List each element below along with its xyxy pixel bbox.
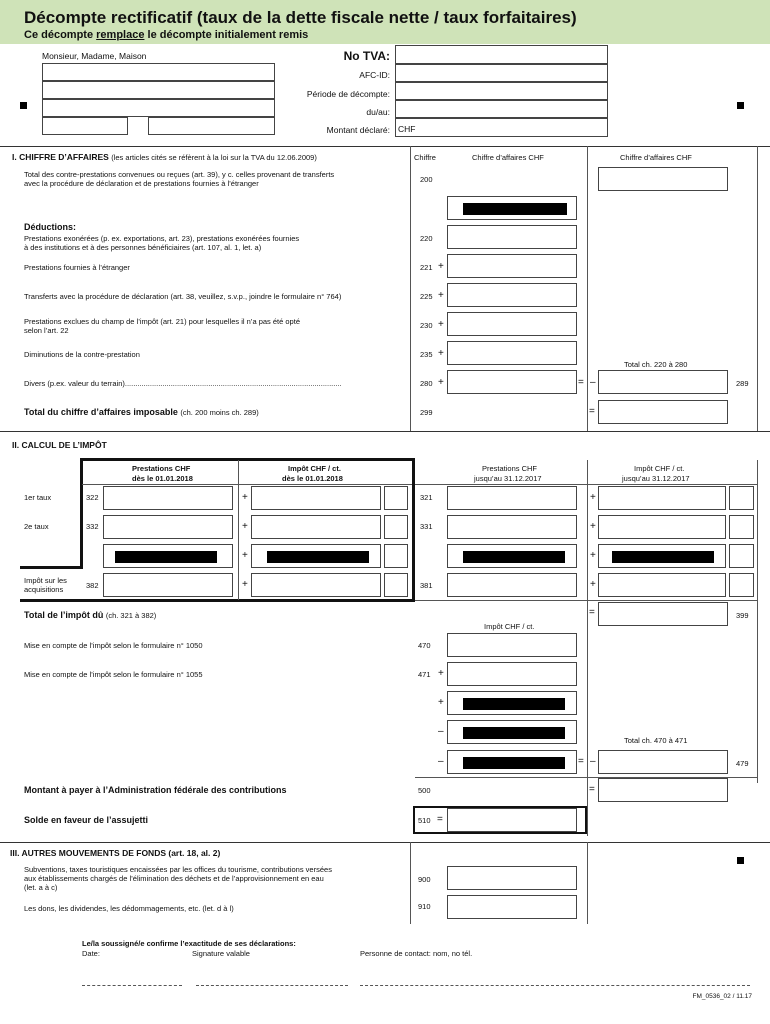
total-470-471-label: Total ch. 470 à 471	[624, 736, 688, 745]
redaction-block	[463, 727, 565, 739]
input-331[interactable]	[447, 515, 577, 539]
acq-label-2: acquisitions	[24, 585, 64, 594]
input-299[interactable]	[598, 400, 728, 424]
equal-289: =	[578, 377, 584, 388]
impot-ct-header: Impôt CHF / ct.	[484, 622, 535, 631]
row900-label-3: (let. a à c)	[24, 883, 58, 892]
input-381-ct[interactable]	[729, 573, 754, 597]
plus-381: +	[590, 579, 596, 590]
address-line-1[interactable]	[42, 63, 275, 81]
input-280[interactable]	[447, 370, 577, 394]
code-500: 500	[418, 786, 431, 795]
address-line-3[interactable]	[42, 99, 275, 117]
input-322-tax[interactable]	[251, 486, 381, 510]
new-rates-frame-left	[80, 458, 83, 568]
input-220[interactable]	[447, 225, 577, 249]
plus-redacted-1: +	[242, 550, 248, 561]
redaction-block	[612, 551, 714, 563]
code-382: 382	[86, 581, 99, 590]
row200-label-2: avec la procédure de déclaration et de prestations fournies à l’étranger	[24, 179, 259, 188]
input-399[interactable]	[598, 602, 728, 626]
input-200[interactable]	[598, 167, 728, 191]
redaction-block	[115, 551, 217, 563]
row900-label-1: Subventions, taxes touristiques encaissées par les offices du tourisme, contributions versées	[24, 865, 332, 874]
code-321: 321	[420, 493, 433, 502]
lower-right-border	[757, 600, 758, 783]
input-332-ct[interactable]	[384, 515, 408, 539]
code-230: 230	[420, 321, 433, 330]
plus-332: +	[242, 521, 248, 532]
row235-label: Diminutions de la contre-prestation	[24, 350, 140, 359]
section2-top-rule	[0, 431, 770, 432]
total-220-280-label: Total ch. 220 à 280	[624, 360, 688, 369]
afc-id-field[interactable]	[395, 64, 608, 82]
equal-510: =	[437, 814, 443, 825]
row280-label: Divers (p.ex. valeur du terrain)........................................................................................................	[24, 379, 342, 388]
row500-label: Montant à payer à l’Administration fédérale des contributions	[24, 785, 287, 795]
input-321-tax[interactable]	[598, 486, 726, 510]
code-399: 399	[736, 611, 749, 620]
signature-label: Signature valable	[192, 949, 250, 958]
code-280: 280	[420, 379, 433, 388]
section2-title: II. CALCUL DE L’IMPÔT	[12, 440, 107, 450]
row470-label: Mise en compte de l’impôt selon le formulaire n° 1050	[24, 641, 203, 650]
row910-label: Les dons, les dividendes, les dédommagements, etc. (let. d à l)	[24, 904, 234, 913]
confirm-text: Le/la soussigné/e confirme l’exactitude de ses déclarations:	[82, 939, 296, 948]
tva-label: No TVA:	[343, 49, 390, 63]
redaction-block	[267, 551, 369, 563]
contact-label: Personne de contact: nom, no tél.	[360, 949, 473, 958]
input-322[interactable]	[103, 486, 233, 510]
row471-label: Mise en compte de l’impôt selon le formulaire n° 1055	[24, 670, 203, 679]
input-225[interactable]	[447, 283, 577, 307]
input-230[interactable]	[447, 312, 577, 336]
input-289[interactable]	[598, 370, 728, 394]
equal-479: =	[578, 756, 584, 767]
equal-500: =	[589, 784, 595, 795]
afc-label: AFC-ID:	[359, 70, 390, 80]
declared-amount-field[interactable]	[395, 118, 608, 137]
plus-225: +	[438, 290, 444, 301]
total-rule	[415, 600, 757, 601]
old-rates-header-rule	[415, 484, 757, 485]
duau-label: du/au:	[366, 107, 390, 117]
plus-321: +	[590, 492, 596, 503]
col-chiffre-header: Chiffre	[414, 153, 436, 162]
input-382[interactable]	[103, 573, 233, 597]
signature-line[interactable]	[196, 985, 348, 986]
plus-471: +	[438, 668, 444, 679]
plus-331: +	[590, 521, 596, 532]
plus-235: +	[438, 348, 444, 359]
contact-line[interactable]	[360, 985, 750, 986]
section3-top-rule	[0, 842, 770, 843]
declared-amount-currency: CHF	[398, 124, 416, 134]
section1-top-rule	[0, 146, 770, 147]
plus-redacted-3: +	[590, 550, 596, 561]
section1-right-border	[757, 146, 758, 431]
row221-label: Prestations fournies à l’étranger	[24, 263, 130, 272]
input-471[interactable]	[447, 662, 577, 686]
minus-479: –	[590, 756, 596, 767]
registration-mark-right-2	[737, 857, 744, 864]
row220-label-2: à des institutions et à des personnes bénéficiaires (art. 107, al. 1, let. a)	[24, 243, 262, 252]
amount-label: Montant déclaré:	[326, 125, 390, 135]
new-rates-divider	[238, 460, 239, 600]
equal-399: =	[589, 607, 595, 618]
input-470[interactable]	[447, 633, 577, 657]
city-field[interactable]	[148, 117, 275, 135]
code-381: 381	[420, 581, 433, 590]
code-235: 235	[420, 350, 433, 359]
input-332[interactable]	[103, 515, 233, 539]
input-332-tax[interactable]	[251, 515, 381, 539]
input-382-tax[interactable]	[251, 573, 381, 597]
input-redacted-ct-2[interactable]	[729, 544, 754, 568]
code-220: 220	[420, 234, 433, 243]
address-line-2[interactable]	[42, 81, 275, 99]
row220-label-1: Prestations exonérées (p. ex. exportations, art. 23), prestations exonérées fournies	[24, 234, 300, 243]
salutation-label: Monsieur, Madame, Maison	[42, 51, 147, 61]
head-impot-new-2: dès le 01.01.2018	[282, 474, 343, 483]
head-impot-old-2: jusqu’au 31.12.2017	[622, 474, 690, 483]
head-prest-old-1: Prestations CHF	[482, 464, 538, 473]
code-471: 471	[418, 670, 431, 679]
minus-redacted-7: –	[438, 756, 444, 767]
row900-label-2: aux établissements chargés de l’élimination des déchets et de l’approvisionnement en eau	[24, 874, 324, 883]
taux1-label: 1er taux	[24, 493, 52, 502]
input-500[interactable]	[598, 778, 728, 802]
page-subtitle: Ce décompte remplace le décompte initialement remis	[24, 29, 309, 41]
plus-322: +	[242, 492, 248, 503]
row299-label: Total du chiffre d’affaires imposable (ch. 200 moins ch. 289)	[24, 407, 259, 417]
new-rates-frame-top	[80, 458, 415, 461]
new-rates-frame-bottom	[20, 599, 415, 602]
row510-label: Solde en faveur de l’assujetti	[24, 815, 149, 825]
section1-col-divider-2	[587, 146, 588, 431]
redaction-block	[463, 757, 565, 769]
registration-mark-left	[20, 102, 27, 109]
code-900: 900	[418, 875, 431, 884]
code-299: 299	[420, 408, 433, 417]
code-331: 331	[420, 522, 433, 531]
input-910[interactable]	[447, 895, 577, 919]
new-rates-frame-step	[20, 566, 83, 569]
plus-redacted-5: +	[438, 697, 444, 708]
registration-mark-right	[737, 102, 744, 109]
code-322: 322	[86, 493, 99, 502]
tva-number-field[interactable]	[395, 45, 608, 64]
period-dates-field[interactable]	[395, 100, 608, 118]
head-impot-old-1: Impôt CHF / ct.	[634, 464, 685, 473]
total-impot-label: Total de l’impôt dû (ch. 321 à 382)	[24, 610, 157, 620]
form-code: FM_0536_02 / 11.17	[692, 993, 752, 1000]
section3-divider-2	[587, 842, 588, 924]
code-225: 225	[420, 292, 433, 301]
code-910: 910	[418, 902, 431, 911]
input-322-ct[interactable]	[384, 486, 408, 510]
head-impot-new-1: Impôt CHF / ct.	[288, 464, 341, 473]
minus-redacted-6: –	[438, 726, 444, 737]
row230-label-1: Prestations exclues du champ de l’impôt (art. 21) pour lesquelles il n’a pas été opté	[24, 317, 300, 326]
input-321-ct[interactable]	[729, 486, 754, 510]
row225-label: Transferts avec la procédure de déclaration (art. 38, veuillez, s.v.p., joindre le formulaire n° 764)	[24, 292, 342, 301]
code-470: 470	[418, 641, 431, 650]
head-prest-old-2: jusqu’au 31.12.2017	[474, 474, 542, 483]
code-332: 332	[86, 522, 99, 531]
code-289: 289	[736, 379, 749, 388]
plus-221: +	[438, 261, 444, 272]
lower-col-divider	[587, 600, 588, 836]
redaction-block	[463, 698, 565, 710]
input-479[interactable]	[598, 750, 728, 774]
head-prest-new-1: Prestations CHF	[132, 464, 191, 473]
page-title: Décompte rectificatif (taux de la dette fiscale nette / taux forfaitaires)	[24, 8, 577, 27]
minus-289: –	[590, 377, 596, 388]
plus-382: +	[242, 579, 248, 590]
row230-label-2: selon l’art. 22	[24, 326, 69, 335]
row200-label-1: Total des contre-prestations convenues ou reçues (art. 39), y c. celles provenant de transferts	[24, 170, 335, 179]
code-479: 479	[736, 759, 749, 768]
section3-divider	[410, 842, 411, 924]
section1-title: I. CHIFFRE D’AFFAIRES (les articles cités se réfèrent à la loi sur la TVA du 12.06.2009)	[12, 152, 317, 162]
date-label: Date:	[82, 949, 100, 958]
acq-label-1: Impôt sur les	[24, 576, 67, 585]
plus-230: +	[438, 319, 444, 330]
taux2-label: 2e taux	[24, 522, 49, 531]
new-rates-header-rule	[82, 484, 412, 485]
col-ca2-header: Chiffre d’affaires CHF	[620, 153, 692, 162]
code-200: 200	[420, 175, 433, 184]
input-redacted-ct[interactable]	[384, 544, 408, 568]
period-label: Période de décompte:	[306, 89, 390, 99]
input-510[interactable]	[447, 808, 577, 832]
section3-title: III. AUTRES MOUVEMENTS DE FONDS (art. 18, al. 2)	[10, 848, 221, 858]
input-221[interactable]	[447, 254, 577, 278]
date-line[interactable]	[82, 985, 182, 986]
period-field[interactable]	[395, 82, 608, 100]
new-rates-frame-right	[412, 458, 415, 602]
redaction-block	[463, 203, 567, 215]
code-221: 221	[420, 263, 433, 272]
code-510: 510	[418, 816, 431, 825]
input-321[interactable]	[447, 486, 577, 510]
input-331-tax[interactable]	[598, 515, 726, 539]
deductions-title: Déductions:	[24, 222, 77, 232]
input-331-ct[interactable]	[729, 515, 754, 539]
section1-col-divider	[410, 146, 411, 431]
input-381[interactable]	[447, 573, 577, 597]
col-ca1-header: Chiffre d’affaires CHF	[472, 153, 544, 162]
input-900[interactable]	[447, 866, 577, 890]
redaction-block	[463, 551, 565, 563]
input-235[interactable]	[447, 341, 577, 365]
old-rates-divider	[587, 460, 588, 600]
old-rates-right	[757, 460, 758, 600]
head-prest-new-2: dès le 01.01.2018	[132, 474, 193, 483]
input-382-ct[interactable]	[384, 573, 408, 597]
postal-code-field[interactable]	[42, 117, 128, 135]
input-381-tax[interactable]	[598, 573, 726, 597]
plus-280: +	[438, 377, 444, 388]
equal-299: =	[589, 406, 595, 417]
